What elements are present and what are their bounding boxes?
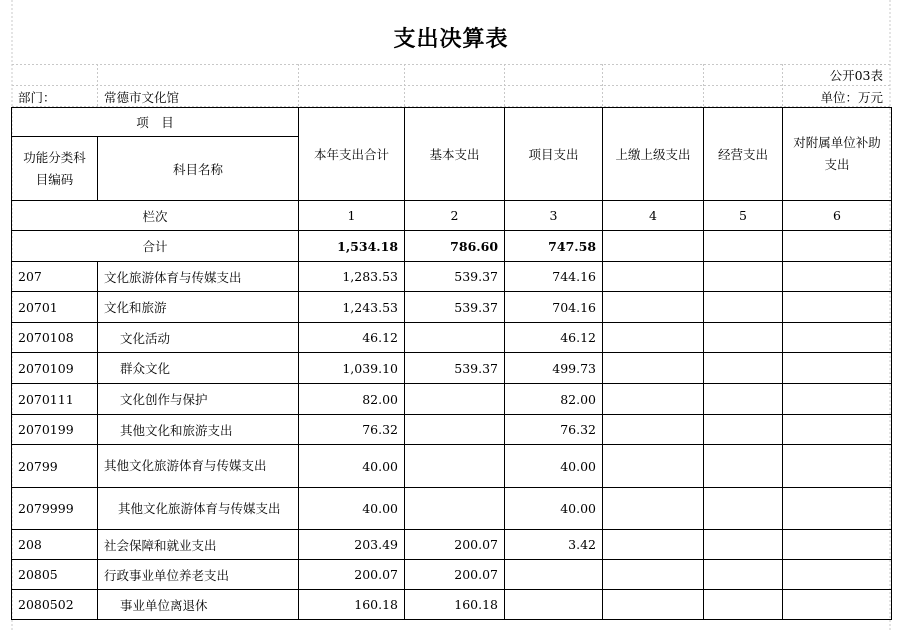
row-project: 744.16	[505, 262, 603, 292]
table-row	[12, 384, 892, 415]
row-business	[704, 445, 783, 488]
totals-basic: 786.60	[405, 231, 505, 262]
header-basic: 基本支出	[405, 108, 505, 201]
row-code: 20799	[12, 445, 98, 488]
row-total: 160.18	[299, 590, 405, 620]
row-upper	[603, 560, 704, 590]
row-name: 社会保障和就业支出	[98, 530, 299, 560]
totals-total: 1,534.18	[299, 231, 405, 262]
row-business	[704, 292, 783, 323]
row-code: 2070111	[12, 384, 98, 415]
row-project: 82.00	[505, 384, 603, 415]
row-basic: 160.18	[405, 590, 505, 620]
row-name: 群众文化	[98, 353, 299, 384]
row-name: 文化活动	[98, 323, 299, 353]
table-row	[12, 353, 892, 384]
row-business	[704, 262, 783, 292]
row-upper	[603, 445, 704, 488]
header-subsidy: 对附属单位补助支出	[783, 108, 892, 201]
row-name: 文化和旅游	[98, 292, 299, 323]
row-total: 40.00	[299, 445, 405, 488]
page-title: 支出决算表	[393, 26, 509, 52]
row-upper	[603, 292, 704, 323]
row-project	[505, 590, 603, 620]
col-number-label: 栏次	[12, 201, 299, 231]
row-basic	[405, 384, 505, 415]
row-total: 1,283.53	[299, 262, 405, 292]
row-business	[704, 384, 783, 415]
row-subsidy	[783, 530, 892, 560]
totals-project: 747.58	[505, 231, 603, 262]
col-number-2: 2	[405, 201, 505, 231]
row-name: 行政事业单位养老支出	[98, 560, 299, 590]
row-subsidy	[783, 415, 892, 445]
row-code: 20805	[12, 560, 98, 590]
col-number-5: 5	[704, 201, 783, 231]
row-upper	[603, 323, 704, 353]
row-business	[704, 415, 783, 445]
row-basic: 200.07	[405, 560, 505, 590]
row-project: 46.12	[505, 323, 603, 353]
table-row	[12, 262, 892, 292]
row-upper	[603, 415, 704, 445]
row-business	[704, 530, 783, 560]
header-func-code: 功能分类科目编码	[12, 137, 98, 201]
row-name: 文化旅游体育与传媒支出	[98, 262, 299, 292]
totals-subsidy	[783, 231, 892, 262]
row-basic	[405, 323, 505, 353]
row-total: 40.00	[299, 488, 405, 530]
row-basic	[405, 488, 505, 530]
department-label: 部门：	[18, 90, 56, 105]
row-subsidy	[783, 353, 892, 384]
row-upper	[603, 530, 704, 560]
row-name: 事业单位离退休	[98, 590, 299, 620]
table-row	[12, 560, 892, 590]
row-total: 82.00	[299, 384, 405, 415]
department-name: 常德市文化馆	[104, 90, 180, 105]
table-row	[12, 445, 892, 488]
row-basic: 539.37	[405, 353, 505, 384]
row-upper	[603, 384, 704, 415]
totals-upper	[603, 231, 704, 262]
table-row	[12, 415, 892, 445]
row-project: 704.16	[505, 292, 603, 323]
row-code: 2070109	[12, 353, 98, 384]
row-business	[704, 590, 783, 620]
row-total: 1,039.10	[299, 353, 405, 384]
row-subsidy	[783, 560, 892, 590]
row-project: 40.00	[505, 488, 603, 530]
row-code: 2070199	[12, 415, 98, 445]
totals-business	[704, 231, 783, 262]
row-code: 2080502	[12, 590, 98, 620]
row-upper	[603, 590, 704, 620]
header-subject-name: 科目名称	[98, 137, 299, 201]
row-business	[704, 488, 783, 530]
expenditure-table	[11, 107, 892, 620]
header-total: 本年支出合计	[299, 108, 405, 201]
row-upper	[603, 353, 704, 384]
row-basic: 539.37	[405, 262, 505, 292]
row-subsidy	[783, 323, 892, 353]
table-row	[12, 590, 892, 620]
row-subsidy	[783, 262, 892, 292]
row-name: 其他文化旅游体育与传媒支出	[98, 488, 299, 530]
row-project: 40.00	[505, 445, 603, 488]
form-number: 公开03表	[829, 68, 883, 83]
row-project	[505, 560, 603, 590]
row-project: 499.73	[505, 353, 603, 384]
row-total: 203.49	[299, 530, 405, 560]
row-project: 76.32	[505, 415, 603, 445]
row-basic	[405, 415, 505, 445]
row-basic: 539.37	[405, 292, 505, 323]
row-subsidy	[783, 384, 892, 415]
header-business: 经营支出	[704, 108, 783, 201]
totals-label: 合计	[12, 231, 299, 262]
col-number-1: 1	[299, 201, 405, 231]
row-upper	[603, 488, 704, 530]
table-row	[12, 488, 892, 530]
row-code: 2079999	[12, 488, 98, 530]
table-row	[12, 292, 892, 323]
col-number-6: 6	[783, 201, 892, 231]
row-project: 3.42	[505, 530, 603, 560]
row-upper	[603, 262, 704, 292]
row-subsidy	[783, 445, 892, 488]
row-code: 20701	[12, 292, 98, 323]
row-total: 76.32	[299, 415, 405, 445]
row-business	[704, 323, 783, 353]
row-basic	[405, 445, 505, 488]
row-subsidy	[783, 488, 892, 530]
table-row	[12, 323, 892, 353]
header-project: 项 目	[12, 108, 299, 137]
header-upper: 上缴上级支出	[603, 108, 704, 201]
col-number-3: 3	[505, 201, 603, 231]
table-row	[12, 530, 892, 560]
row-code: 2070108	[12, 323, 98, 353]
row-name: 其他文化和旅游支出	[98, 415, 299, 445]
row-total: 1,243.53	[299, 292, 405, 323]
header-project-expense: 项目支出	[505, 108, 603, 201]
row-total: 200.07	[299, 560, 405, 590]
row-total: 46.12	[299, 323, 405, 353]
row-business	[704, 560, 783, 590]
col-number-4: 4	[603, 201, 704, 231]
row-name: 其他文化旅游体育与传媒支出	[98, 445, 299, 488]
row-basic: 200.07	[405, 530, 505, 560]
row-business	[704, 353, 783, 384]
row-subsidy	[783, 590, 892, 620]
row-code: 208	[12, 530, 98, 560]
row-code: 207	[12, 262, 98, 292]
row-subsidy	[783, 292, 892, 323]
row-name: 文化创作与保护	[98, 384, 299, 415]
unit-label: 单位：万元	[820, 90, 883, 105]
